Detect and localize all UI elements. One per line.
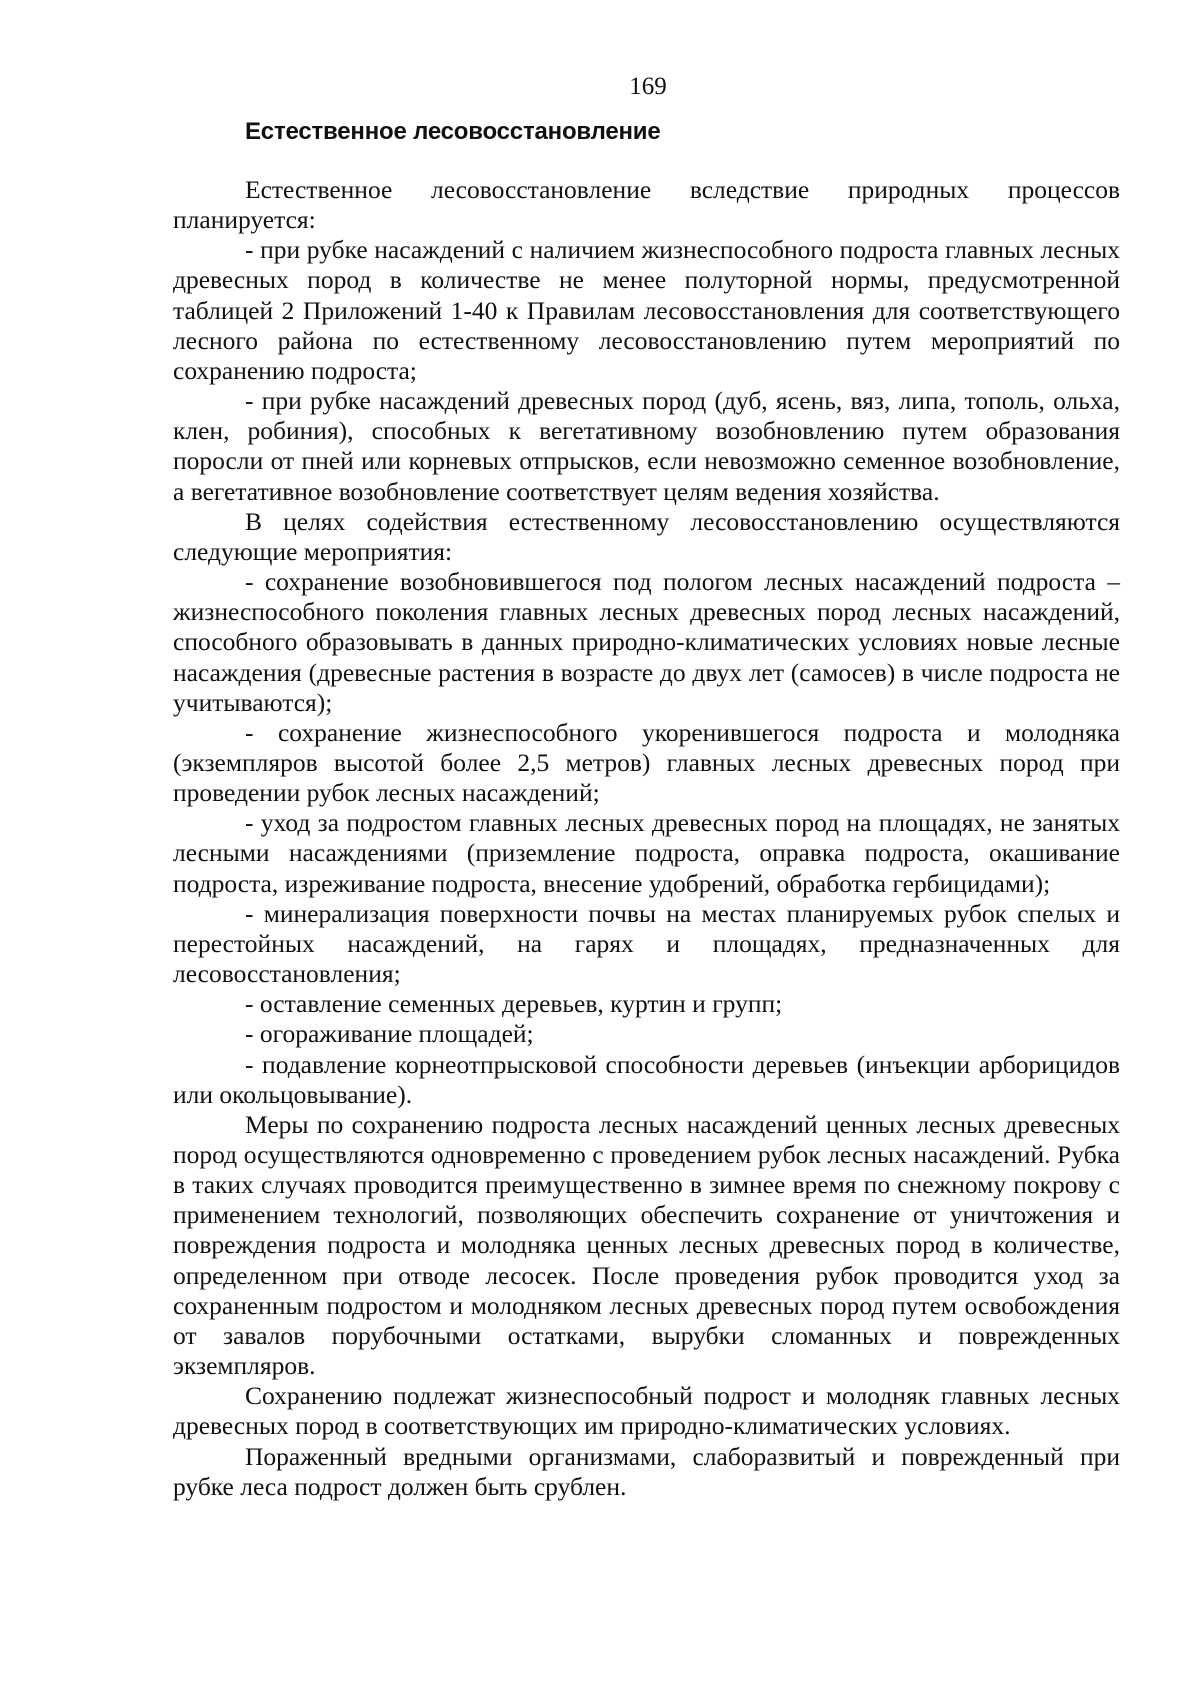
- section-heading: Естественное лесовосстановление: [245, 118, 661, 145]
- paragraph: В целях содействия естественному лесовосстановлению осуществляются следующие мероприятия:: [173, 506, 1120, 566]
- list-item: - сохранение возобновившегося под пологом лесных насаждений подроста – жизнеспособного поколения главных лесных древесных пород лесных насаждений, способного образовывать в данных природно-климатических условиях новые лесные насаждения (древесные растения в возрасте до двух лет (самосев) в числе подроста не учитываются);: [173, 567, 1120, 717]
- document-body: [173, 175, 1120, 1502]
- list-item: - подавление корнеотпрысковой способности деревьев (инъекции арборицидов или окольцовывание).: [173, 1049, 1120, 1109]
- list-item: - уход за подростом главных лесных древесных пород на площадях, не занятых лесными насаждениями (приземление подроста, оправка подроста, окашивание подроста, изреживание подроста, внесение удобрений, обработка гербицидами);: [173, 808, 1120, 898]
- list-item: - оставление семенных деревьев, куртин и групп;: [245, 989, 783, 1019]
- paragraph: Естественное лесовосстановление вследствие природных процессов планируется:: [173, 175, 1120, 235]
- paragraph: Сохранению подлежат жизнеспособный подрост и молодняк главных лесных древесных пород в соответствующих им природно-климатических условиях.: [173, 1381, 1120, 1441]
- paragraph: Меры по сохранению подроста лесных насаждений ценных лесных древесных пород осуществляются одновременно с проведением рубок лесных насаждений. Рубка в таких случаях проводится преимущественно в зимнее время по снежному покрову с применением технологий, позволяющих обеспечить сохранение от уничтожения и повреждения подроста и молодняка ценных лесных древесных пород в количестве, определенном при отводе лесосек. После проведения рубок проводится уход за сохраненным подростом и молодняком лесных древесных пород путем освобождения от завалов порубочными остатками, вырубки сломанных и поврежденных экземпляров.: [173, 1109, 1120, 1381]
- list-item: - огораживание площадей;: [245, 1019, 534, 1049]
- list-item: - при рубке насаждений с наличием жизнеспособного подроста главных лесных древесных пород в количестве не менее полуторной нормы, предусмотренной таблицей 2 Приложений 1-40 к Правилам лесовосстановления для соответствующего лесного района по естественному лесовосстановлению путем мероприятий по сохранению подроста;: [173, 235, 1120, 385]
- paragraph: Пораженный вредными организмами, слаборазвитый и поврежденный при рубке леса подрост должен быть срублен.: [173, 1441, 1120, 1501]
- list-item: - минерализация поверхности почвы на местах планируемых рубок спелых и перестойных насаждений, на гарях и площадях, предназначенных для лесовосстановления;: [173, 898, 1120, 989]
- list-item: - сохранение жизнеспособного укоренившегося подроста и молодняка (экземпляров высотой более 2,5 метров) главных лесных древесных пород при проведении рубок лесных насаждений;: [173, 717, 1120, 808]
- page-number: 169: [629, 73, 667, 100]
- list-item: - при рубке насаждений древесных пород (дуб, ясень, вяз, липа, тополь, ольха, клен, робиния), способных к вегетативному возобновлению путем образования поросли от пней или корневых отпрысков, если невозможно семенное возобновление, а вегетативное возобновление соответствует целям ведения хозяйства.: [173, 386, 1120, 506]
